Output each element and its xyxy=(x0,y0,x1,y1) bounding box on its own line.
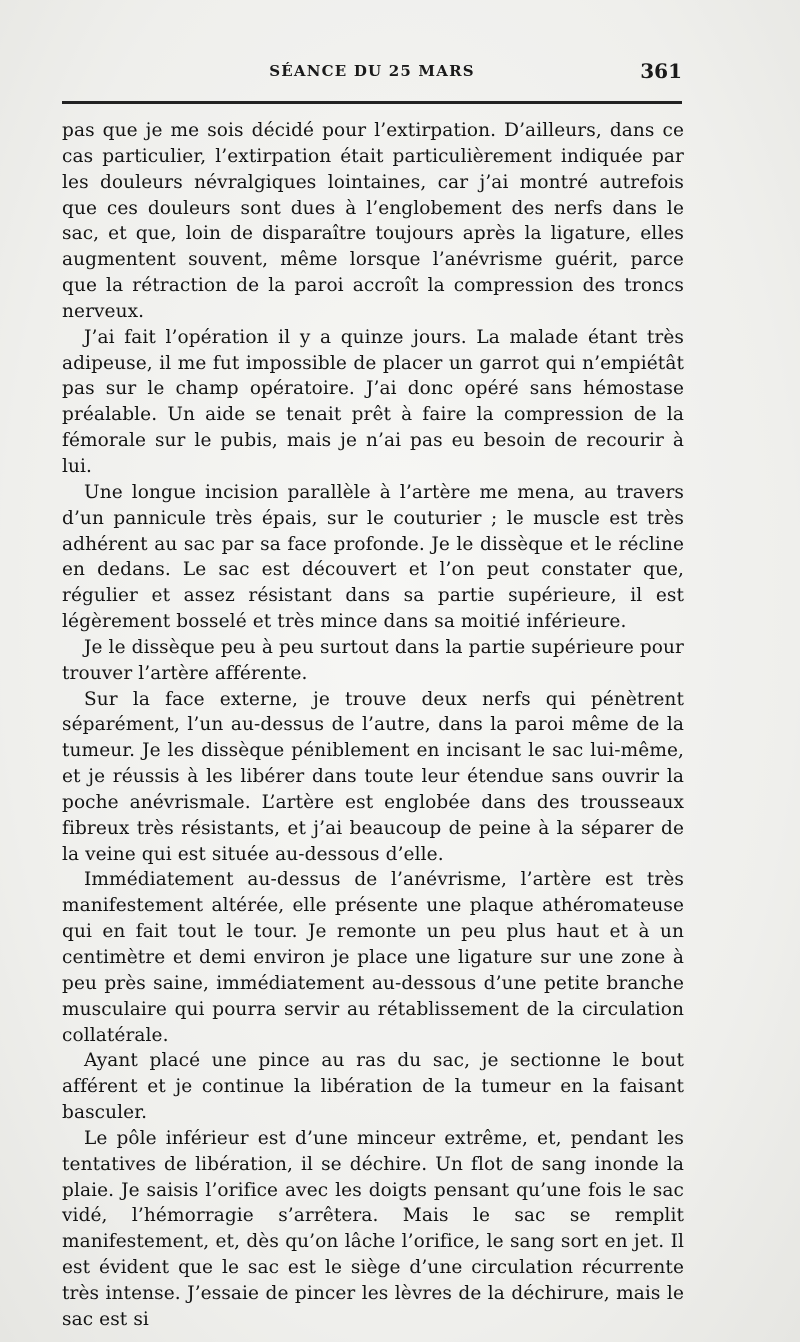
header-rule xyxy=(62,101,682,104)
paragraph: Une longue incision parallèle à l’artère me mena, au travers d’un pannicule très épais, sur le couturier ; le muscle est très adhérent au sac par sa face profonde. Je le dissèque et le récline en dedans. Le sac est découvert et l’on peut constater que, régulier et assez résistant dans sa partie supérieure, il est légèrement bosselé et très mince dans sa moitié inférieure. xyxy=(62,481,684,633)
page-header xyxy=(62,59,682,90)
body-text xyxy=(62,118,684,1333)
page-number: 361 xyxy=(640,59,682,83)
paragraph: Je le dissèque peu à peu surtout dans la partie supérieure pour trouver l’artère afférente. xyxy=(62,636,684,684)
paragraph: Sur la face externe, je trouve deux nerfs qui pénètrent séparément, l’un au-dessus de l’autre, dans la paroi même de la tumeur. Je les dissèque péniblement en incisant le sac lui-même, et je réussis à les libérer dans toute leur étendue sans ouvrir la poche anévrismale. L’artère est englobée dans des trousseaux fibreux très résistants, et j’ai beaucoup de peine à la séparer de la veine qui est située au-dessous d’elle. xyxy=(62,688,684,865)
paragraph: pas que je me sois décidé pour l’extirpation. D’ailleurs, dans ce cas particulier, l’extirpation était particulièrement indiquée par les douleurs névralgiques lointaines, car j’ai montré autrefois que ces douleurs sont dues à l’englobement des nerfs dans le sac, et que, loin de disparaître toujours après la ligature, elles augmentent souvent, même lorsque l’anévrisme guérit, parce que la rétraction de la paroi accroît la compression des troncs nerveux. xyxy=(62,120,684,322)
paragraph: Immédiatement au-dessus de l’anévrisme, l’artère est très manifestement altérée, elle présente une plaque athéromateuse qui en fait tout le tour. Je remonte un peu plus haut et à un centimètre et demi environ je place une ligature sur une zone à peu près saine, immédiatement au-dessous d’une petite branche musculaire qui pourra servir au rétablissement de la circulation collatérale. xyxy=(62,869,684,1046)
running-title: SÉANCE DU 25 MARS xyxy=(269,62,475,80)
paragraph: J’ai fait l’opération il y a quinze jours. La malade étant très adipeuse, il me fut impossible de placer un garrot qui n’empiétât pas sur le champ opératoire. J’ai donc opéré sans hémostase préalable. Un aide se tenait prêt à faire la compression de la fémorale sur le pubis, mais je n’ai pas eu besoin de recourir à lui. xyxy=(62,326,684,477)
paragraph: Ayant placé une pince au ras du sac, je sectionne le bout afférent et je continue la libération de la tumeur en la faisant basculer. xyxy=(62,1050,684,1124)
paragraph: Le pôle inférieur est d’une minceur extrême, et, pendant les tentatives de libération, il se déchire. Un flot de sang inonde la plaie. Je saisis l’orifice avec les doigts pensant qu’une fois le sac vidé, l’hémorragie s’arrêtera. Mais le sac se remplit manifestement, et, dès qu’on lâche l’orifice, le sang sort en jet. Il est évident que le sac est le siège d’une circulation récurrente très intense. J’essaie de pincer les lèvres de la déchirure, mais le sac est si xyxy=(62,1127,684,1330)
